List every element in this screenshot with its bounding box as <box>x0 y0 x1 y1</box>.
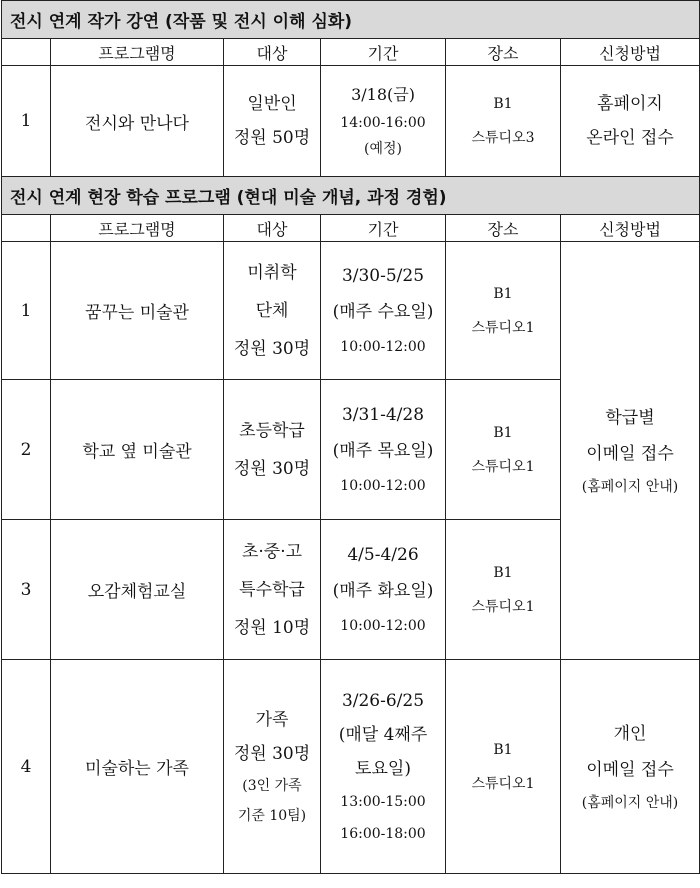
row-number: 1 <box>2 242 51 380</box>
program-name: 미술하는 가족 <box>51 660 224 874</box>
target-line: 정원 30명 <box>233 743 311 764</box>
table-row <box>2 660 700 874</box>
method-cell <box>561 66 700 177</box>
target-line: 정원 30명 <box>233 458 311 479</box>
period-cell <box>321 520 446 660</box>
target-cell <box>224 520 321 660</box>
period-time: 10:00-12:00 <box>340 338 426 355</box>
target-line: 정원 10명 <box>233 617 311 638</box>
period-day: (매달 4째주 <box>338 724 428 745</box>
period-time: 10:00-12:00 <box>340 477 426 494</box>
target-line: 일반인 <box>247 94 297 114</box>
column-header: 신청방법 <box>561 39 700 66</box>
period-time: 10:00-12:00 <box>340 617 426 634</box>
period-date: 4/5-4/26 <box>347 544 419 565</box>
row-number: 4 <box>2 660 51 874</box>
period-cell <box>321 242 446 380</box>
section-header <box>2 1 700 39</box>
period-day: 토요일) <box>355 758 411 779</box>
place-line: 스튜디오1 <box>471 319 535 336</box>
program-name: 전시와 만나다 <box>51 66 224 177</box>
target-line: (3인 가족 <box>242 777 302 794</box>
section-title: 전시 연계 현장 학습 프로그램 (현대 미술 개념, 과정 경험) <box>2 177 700 215</box>
target-cell <box>224 242 321 380</box>
place-line: 스튜디오1 <box>471 458 535 475</box>
place-cell <box>446 242 561 380</box>
method-line: (홈페이지 안내) <box>581 794 679 811</box>
period-note: (예정) <box>364 141 402 157</box>
column-header-no <box>2 215 51 242</box>
method-cell-shared <box>561 242 700 660</box>
period-date: 3/18(금) <box>351 85 415 104</box>
target-line: 정원 30명 <box>233 338 311 359</box>
program-table <box>1 0 700 874</box>
method-line: 이메일 접수 <box>586 759 674 780</box>
place-line: 스튜디오1 <box>471 598 535 615</box>
column-header: 대상 <box>224 215 321 242</box>
column-header-row <box>2 215 700 242</box>
program-name: 학교 옆 미술관 <box>51 380 224 520</box>
period-cell <box>321 380 446 520</box>
target-line: 초·중·고 <box>241 541 303 562</box>
column-header: 기간 <box>321 215 446 242</box>
period-date: 3/31-4/28 <box>341 404 425 425</box>
period-cell <box>321 660 446 874</box>
place-cell <box>446 660 561 874</box>
row-number: 2 <box>2 380 51 520</box>
target-line: 단체 <box>255 300 289 321</box>
column-header: 프로그램명 <box>51 215 224 242</box>
target-line: 미취학 <box>247 262 297 283</box>
target-line: 가족 <box>255 709 289 730</box>
program-name: 오감체험교실 <box>51 520 224 660</box>
place-cell <box>446 380 561 520</box>
column-header: 대상 <box>224 39 321 66</box>
target-cell <box>224 660 321 874</box>
row-number: 1 <box>2 66 51 177</box>
period-time: 16:00-18:00 <box>340 825 426 842</box>
period-day: (매주 화요일) <box>332 580 434 601</box>
method-line: 온라인 접수 <box>586 128 674 148</box>
column-header: 장소 <box>446 39 561 66</box>
period-day: (매주 목요일) <box>332 440 434 461</box>
place-line: B1 <box>493 424 513 441</box>
target-line: 기준 10팀) <box>237 807 307 824</box>
table-row <box>2 242 700 380</box>
place-line: B1 <box>493 741 513 758</box>
place-line: B1 <box>493 96 513 112</box>
target-line: 초등학급 <box>239 420 305 441</box>
place-line: B1 <box>493 285 513 302</box>
period-time: 13:00-15:00 <box>340 793 426 810</box>
method-line: 학급별 <box>605 407 655 428</box>
column-header-no <box>2 39 51 66</box>
target-line: 특수학급 <box>239 579 305 600</box>
column-header: 신청방법 <box>561 215 700 242</box>
period-date: 3/30-5/25 <box>341 265 425 286</box>
column-header-row <box>2 39 700 66</box>
period-day: (매주 수요일) <box>332 301 434 322</box>
method-line: 홈페이지 <box>597 94 663 114</box>
row-number: 3 <box>2 520 51 660</box>
target-cell <box>224 380 321 520</box>
method-cell <box>561 660 700 874</box>
place-line: 스튜디오1 <box>471 775 535 792</box>
column-header: 장소 <box>446 215 561 242</box>
program-name: 꿈꾸는 미술관 <box>51 242 224 380</box>
place-line: 스튜디오3 <box>471 130 535 146</box>
section-header <box>2 177 700 215</box>
method-line: 이메일 접수 <box>586 443 674 464</box>
period-date: 3/26-6/25 <box>341 690 425 711</box>
target-cell <box>224 66 321 177</box>
section-title: 전시 연계 작가 강연 (작품 및 전시 이해 심화) <box>2 1 700 39</box>
place-line: B1 <box>493 564 513 581</box>
method-line: (홈페이지 안내) <box>581 478 679 495</box>
place-cell <box>446 66 561 177</box>
column-header: 기간 <box>321 39 446 66</box>
method-line: 개인 <box>613 723 647 744</box>
period-time: 14:00-16:00 <box>340 115 426 131</box>
column-header: 프로그램명 <box>51 39 224 66</box>
target-line: 정원 50명 <box>233 128 311 148</box>
period-cell <box>321 66 446 177</box>
table-row <box>2 66 700 177</box>
place-cell <box>446 520 561 660</box>
